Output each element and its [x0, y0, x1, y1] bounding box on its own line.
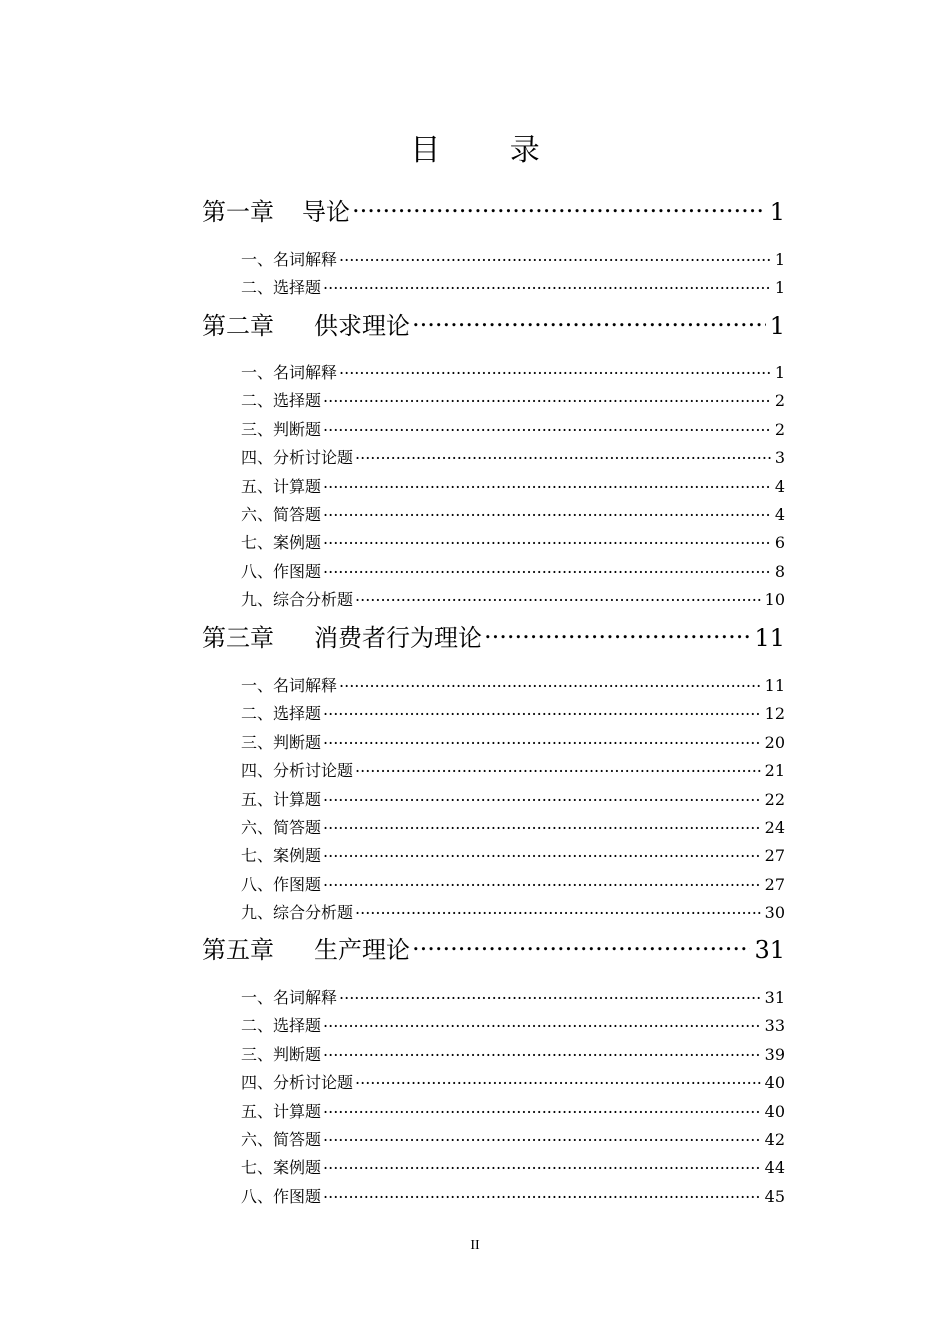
- section-page-number: 4: [774, 477, 785, 496]
- chapter-number: 第三章: [202, 624, 274, 652]
- section-page-number: 39: [764, 1045, 785, 1064]
- section-title: 七、案例题: [241, 846, 322, 865]
- chapter-title: 消费者行为理论: [314, 624, 482, 652]
- chapter-title: 生产理论: [314, 936, 410, 964]
- toc-section-entry[interactable]: [241, 1129, 785, 1151]
- section-page-number: 22: [764, 790, 785, 809]
- section-page-number: 42: [764, 1130, 785, 1149]
- toc-section-entry[interactable]: [241, 675, 785, 697]
- dot-leader: [323, 1129, 761, 1145]
- section-page-number: 44: [764, 1158, 785, 1177]
- dot-leader: [412, 934, 750, 958]
- section-page-number: 8: [774, 562, 785, 581]
- section-title: 九、综合分析题: [241, 590, 354, 609]
- section-page-number: 24: [764, 818, 785, 837]
- section-page-number: 40: [764, 1073, 785, 1092]
- dot-leader: [339, 675, 761, 691]
- toc-section-entry[interactable]: [241, 1157, 785, 1179]
- toc-section-entry[interactable]: [241, 447, 785, 469]
- toc-section-entry[interactable]: [241, 874, 785, 896]
- page-number: II: [470, 1238, 480, 1253]
- toc-section-entry[interactable]: [241, 902, 785, 924]
- dot-leader: [323, 845, 761, 861]
- toc-section-entry[interactable]: [241, 532, 785, 554]
- toc-section-entry[interactable]: [241, 1015, 785, 1037]
- toc-section-entry[interactable]: [241, 561, 785, 583]
- toc-section-entry[interactable]: [241, 760, 785, 782]
- section-page-number: 20: [764, 733, 785, 752]
- section-title: 二、选择题: [241, 391, 322, 410]
- section-title: 三、判断题: [241, 733, 322, 752]
- section-title: 二、选择题: [241, 704, 322, 723]
- section-title: 三、判断题: [241, 420, 322, 439]
- dot-leader: [323, 1101, 761, 1117]
- dot-leader: [355, 1072, 761, 1088]
- dot-leader: [323, 532, 771, 548]
- section-page-number: 6: [774, 533, 785, 552]
- chapter-number: 第二章: [202, 312, 274, 340]
- toc-section-entry[interactable]: [241, 249, 785, 271]
- section-page-number: 11: [764, 676, 785, 695]
- section-title: 一、名词解释: [241, 363, 338, 382]
- section-page-number: 33: [764, 1016, 785, 1035]
- toc-section-entry[interactable]: [241, 362, 785, 384]
- section-page-number: 27: [764, 875, 785, 894]
- dot-leader: [323, 390, 771, 406]
- toc-section-entry[interactable]: [241, 504, 785, 526]
- chapter-number: 第一章: [202, 198, 274, 226]
- dot-leader: [323, 817, 761, 833]
- section-title: 六、简答题: [241, 1130, 322, 1149]
- section-page-number: 4: [774, 505, 785, 524]
- dot-leader: [323, 504, 771, 520]
- toc-section-entry[interactable]: [241, 845, 785, 867]
- toc-section-entry[interactable]: [241, 1072, 785, 1094]
- toc-section-entry[interactable]: [241, 732, 785, 754]
- toc-chapter-entry[interactable]: [202, 934, 785, 966]
- chapter-page-number: 1: [769, 312, 785, 340]
- dot-leader: [323, 476, 771, 492]
- section-title: 六、简答题: [241, 505, 322, 524]
- toc-section-entry[interactable]: [241, 419, 785, 441]
- toc-section-entry[interactable]: [241, 277, 785, 299]
- toc-section-entry[interactable]: [241, 817, 785, 839]
- chapter-number: 第五章: [202, 936, 274, 964]
- section-title: 九、综合分析题: [241, 903, 354, 922]
- toc-section-entry[interactable]: [241, 476, 785, 498]
- section-page-number: 21: [764, 761, 785, 780]
- toc-section-entry[interactable]: [241, 1044, 785, 1066]
- chapter-title: 导论: [302, 198, 350, 226]
- dot-leader: [352, 196, 766, 220]
- dot-leader: [484, 622, 750, 646]
- section-page-number: 1: [774, 363, 785, 382]
- dot-leader: [323, 419, 771, 435]
- dot-leader: [323, 732, 761, 748]
- toc-section-entry[interactable]: [241, 1186, 785, 1208]
- section-page-number: 40: [764, 1102, 785, 1121]
- section-page-number: 12: [764, 704, 785, 723]
- toc-chapter-entry[interactable]: [202, 310, 785, 342]
- section-page-number: 27: [764, 846, 785, 865]
- section-title: 四、分析讨论题: [241, 761, 354, 780]
- dot-leader: [323, 277, 771, 293]
- section-title: 四、分析讨论题: [241, 1073, 354, 1092]
- section-page-number: 10: [764, 590, 785, 609]
- section-title: 二、选择题: [241, 1016, 322, 1035]
- dot-leader: [323, 1186, 761, 1202]
- dot-leader: [323, 789, 761, 805]
- section-page-number: 45: [764, 1187, 785, 1206]
- section-title: 三、判断题: [241, 1045, 322, 1064]
- dot-leader: [355, 447, 771, 463]
- section-title: 一、名词解释: [241, 988, 338, 1007]
- chapter-page-number: 1: [769, 198, 785, 226]
- chapter-page-number: 31: [754, 936, 785, 964]
- toc-section-entry[interactable]: [241, 589, 785, 611]
- dot-leader: [323, 1157, 761, 1173]
- page-title: 目 录: [410, 133, 570, 168]
- dot-leader: [339, 987, 761, 1003]
- toc-section-entry[interactable]: [241, 987, 785, 1009]
- section-page-number: 1: [774, 250, 785, 269]
- section-title: 一、名词解释: [241, 250, 338, 269]
- dot-leader: [355, 589, 761, 605]
- section-title: 五、计算题: [241, 1102, 322, 1121]
- dot-leader: [339, 249, 771, 265]
- section-page-number: 2: [774, 391, 785, 410]
- toc-section-entry[interactable]: [241, 390, 785, 412]
- dot-leader: [323, 1044, 761, 1060]
- dot-leader: [355, 902, 761, 918]
- chapter-title: 供求理论: [314, 312, 410, 340]
- dot-leader: [412, 310, 766, 334]
- section-title: 六、简答题: [241, 818, 322, 837]
- section-title: 八、作图题: [241, 562, 322, 581]
- dot-leader: [339, 362, 771, 378]
- section-page-number: 2: [774, 420, 785, 439]
- section-page-number: 3: [774, 448, 785, 467]
- toc-chapter-entry[interactable]: [202, 196, 785, 228]
- section-title: 八、作图题: [241, 1187, 322, 1206]
- section-title: 二、选择题: [241, 278, 322, 297]
- dot-leader: [323, 561, 771, 577]
- section-page-number: 1: [774, 278, 785, 297]
- section-title: 一、名词解释: [241, 676, 338, 695]
- toc-chapter-entry[interactable]: [202, 622, 785, 654]
- dot-leader: [355, 760, 761, 776]
- dot-leader: [323, 874, 761, 890]
- section-page-number: 30: [764, 903, 785, 922]
- section-title: 五、计算题: [241, 477, 322, 496]
- section-page-number: 31: [764, 988, 785, 1007]
- dot-leader: [323, 1015, 761, 1031]
- chapter-page-number: 11: [754, 624, 785, 652]
- toc-section-entry[interactable]: [241, 789, 785, 811]
- section-title: 四、分析讨论题: [241, 448, 354, 467]
- section-title: 七、案例题: [241, 533, 322, 552]
- toc-section-entry[interactable]: [241, 703, 785, 725]
- dot-leader: [323, 703, 761, 719]
- section-title: 七、案例题: [241, 1158, 322, 1177]
- section-title: 五、计算题: [241, 790, 322, 809]
- section-title: 八、作图题: [241, 875, 322, 894]
- toc-section-entry[interactable]: [241, 1101, 785, 1123]
